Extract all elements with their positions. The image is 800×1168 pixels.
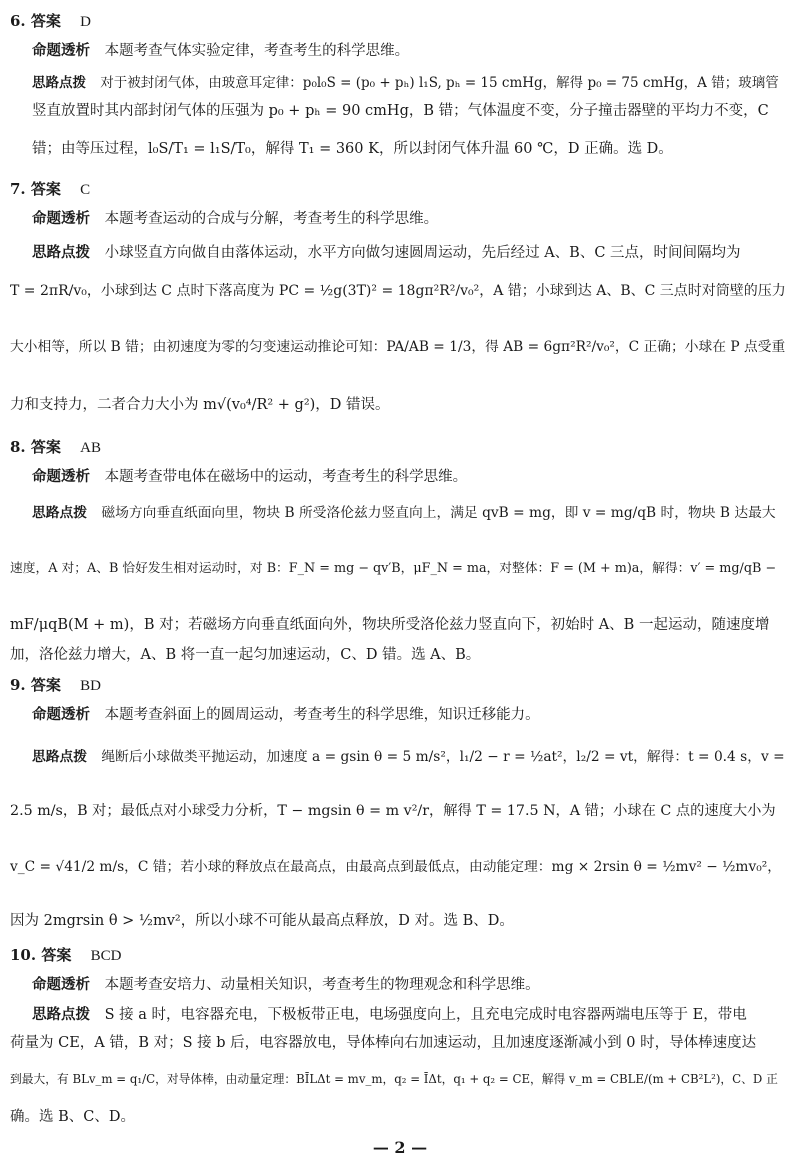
q10-answer-label: 答案 <box>41 946 72 964</box>
q7-number: 7. <box>10 180 26 198</box>
q10-hint-label: 思路点拨 <box>32 1007 90 1023</box>
q10-hint-line-2: 荷量为 CE，A 错，B 对；S 接 b 后，电容器放电，导体棒向右加速运动，且加速度逐渐减小到 0 时，导体棒速度达 <box>10 1035 757 1051</box>
q9-hint-line-3: v_C = √41/2 m/s，C 错；若小球的释放点在最高点，由最高点到最低点，由动能定理：mg × 2rsin θ = ½mv² − ½mv₀²， <box>10 859 782 875</box>
q10-analysis <box>32 974 786 996</box>
q8-hint <box>32 502 786 524</box>
q9-hint-line-1: 绳断后小球做类平抛运动，加速度 a = gsin θ = 5 m/s²，l₁/2 − r = ½at²，l₂/2 = vt，解得：t = 0.4 s，v = <box>101 749 785 765</box>
q8-header <box>10 436 101 457</box>
q7-header <box>10 178 90 199</box>
q6-analysis-label: 命题透析 <box>32 43 90 59</box>
q9-hint-line-2: 2.5 m/s，B 对；最低点对小球受力分析，T − mgsin θ = m v²/r，解得 T = 17.5 N，A 错；小球在 C 点的速度大小为 <box>10 803 776 819</box>
q6-analysis-text: 本题考查气体实验定律，考查考生的科学思维。 <box>104 43 410 59</box>
q9-number: 9. <box>10 676 26 694</box>
q6-analysis <box>32 40 786 62</box>
q8-hint-line-1: 磁场方向垂直纸面向里，物块 B 所受洛伦兹力竖直向上，满足 qvB = mg，即 v = mg/qB 时，物块 B 达最大 <box>101 505 776 521</box>
page-number: — 2 — <box>372 1138 428 1157</box>
q9-analysis-label: 命题透析 <box>32 707 90 723</box>
q8-answer: AB <box>80 440 101 456</box>
q8-hint-line-2: 速度，A 对；A、B 恰好发生相对运动时，对 B：F_N = mg − qv′B，μF_N = ma，对整体：F = (M + m)a，解得：v′ = mg/qB − <box>10 561 777 576</box>
q9-hint-line-4: 因为 2mgrsin θ > ½mv²，所以小球不可能从最高点释放，D 对。选 B、D。 <box>10 913 514 929</box>
q6-hint <box>32 72 786 94</box>
q6-answer: D <box>80 14 91 30</box>
q9-answer-label: 答案 <box>30 676 61 694</box>
q7-hint-line-3: 大小相等，所以 B 错；由初速度为零的匀变速运动推论可知：PA/AB = 1/3，得 AB = 6gπ²R²/v₀²，C 正确；小球在 P 点受重 <box>10 339 786 355</box>
q7-analysis-text: 本题考查运动的合成与分解，考查考生的科学思维。 <box>104 211 439 227</box>
q8-hint-line-4: 加，洛伦兹力增大，A、B 将一直一起匀加速运动，C、D 错。选 A、B。 <box>10 647 481 663</box>
q10-hint <box>32 1004 786 1026</box>
q7-hint-line-4: 力和支持力，二者合力大小为 m√(v₀⁴/R² + g²)，D 错误。 <box>10 397 390 413</box>
q8-answer-label: 答案 <box>30 438 61 456</box>
q6-hint-line-3: 错；由等压过程，l₀S/T₁ = l₁S/T₀，解得 T₁ = 360 K，所以封闭气体升温 60 ℃，D 正确。选 D。 <box>32 141 673 157</box>
q6-header <box>10 10 91 31</box>
q10-analysis-label: 命题透析 <box>32 977 90 993</box>
q6-number: 6. <box>10 12 26 30</box>
q10-header <box>10 944 121 965</box>
q7-hint-label: 思路点拨 <box>32 245 90 261</box>
q10-hint-line-1: S 接 a 时，电容器充电，下极板带正电，电场强度向上，且充电完成时电容器两端电压等于 E，带电 <box>104 1007 747 1023</box>
q7-analysis-label: 命题透析 <box>32 211 90 227</box>
q7-answer-label: 答案 <box>30 180 61 198</box>
q10-analysis-text: 本题考查安培力、动量相关知识，考查考生的物理观念和科学思维。 <box>104 977 540 993</box>
q9-header <box>10 674 101 695</box>
q6-answer-label: 答案 <box>30 12 61 30</box>
q10-hint-line-3: 到最大，有 BLv_m = q₁/C，对导体棒，由动量定理：BĪLΔt = mv_m，q₂ = ĪΔt，q₁ + q₂ = CE，解得 v_m = CBLE/(m + CB²L²)，C、D 正 <box>10 1072 778 1086</box>
q8-hint-label: 思路点拨 <box>32 505 88 521</box>
q7-answer: C <box>80 182 91 198</box>
q6-hint-line-1: 对于被封闭气体，由玻意耳定律：p₀l₀S = (p₀ + pₕ) l₁S, pₕ = 15 cmHg，解得 p₀ = 75 cmHg，A 错；玻璃管 <box>100 75 779 91</box>
q6-hint-label: 思路点拨 <box>32 75 86 91</box>
q7-hint-line-1: 小球竖直方向做自由落体运动，水平方向做匀速圆周运动，先后经过 A、B、C 三点，时间间隔均为 <box>104 245 741 261</box>
q7-hint-line-2: T = 2πR/v₀，小球到达 C 点时下落高度为 PC = ½g(3T)² = 18gπ²R²/v₀²，A 错；小球到达 A、B、C 三点时对筒壁的压力 <box>10 283 786 299</box>
q8-number: 8. <box>10 438 26 456</box>
q7-hint <box>32 242 786 264</box>
q6-hint-line-2: 竖直放置时其内部封闭气体的压强为 p₀ + pₕ = 90 cmHg，B 错；气体温度不变，分子撞击器壁的平均力不变，C <box>32 103 769 119</box>
q8-hint-line-3: mF/μqB(M + m)，B 对；若磁场方向垂直纸面向外，物块所受洛伦兹力竖直向下，初始时 A、B 一起运动，随速度增 <box>10 617 770 633</box>
q9-analysis <box>32 704 786 726</box>
q9-analysis-text: 本题考查斜面上的圆周运动，考查考生的科学思维，知识迁移能力。 <box>104 707 540 723</box>
q10-number: 10. <box>10 946 37 964</box>
q9-hint-label: 思路点拨 <box>32 749 88 765</box>
q8-analysis <box>32 466 786 488</box>
q9-answer: BD <box>80 678 101 694</box>
q7-analysis <box>32 208 786 230</box>
q9-hint <box>32 746 786 768</box>
q8-analysis-label: 命题透析 <box>32 469 90 485</box>
q8-analysis-text: 本题考查带电体在磁场中的运动，考查考生的科学思维。 <box>104 469 468 485</box>
q10-answer: BCD <box>90 948 122 964</box>
q10-hint-line-4: 确。选 B、C、D。 <box>10 1109 135 1125</box>
